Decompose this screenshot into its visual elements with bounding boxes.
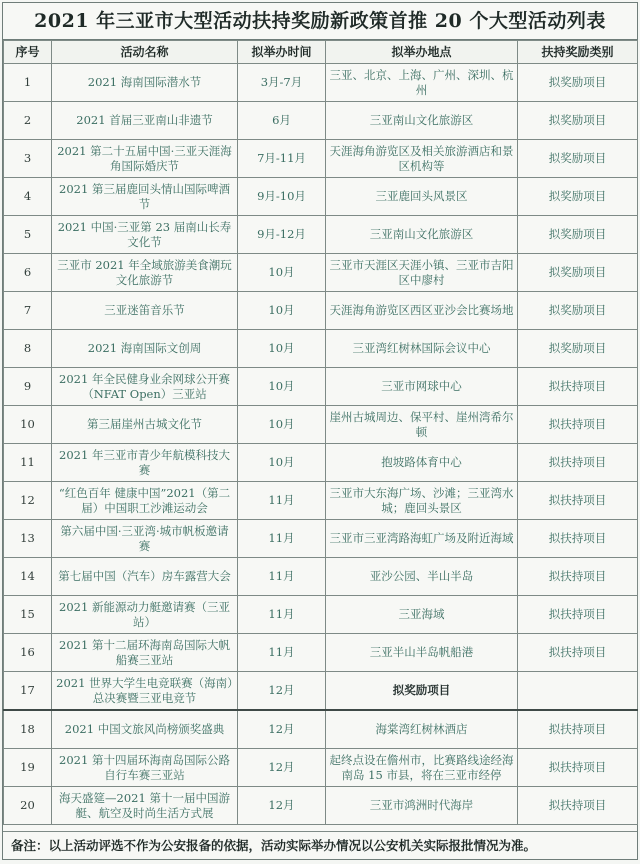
row-index: 9: [4, 368, 52, 406]
row-time: 11月: [238, 482, 326, 520]
row-support-type: 拟奖励项目: [518, 64, 638, 102]
row-place: 三亚半山半岛帆船港: [326, 634, 518, 672]
row-place: 三亚南山文化旅游区: [326, 102, 518, 140]
row-time: 10月: [238, 254, 326, 292]
row-support-type: 拟奖励项目: [518, 216, 638, 254]
row-activity-name: 2021 年三亚市青少年航模科技大赛: [52, 444, 238, 482]
row-support-type: 拟奖励项目: [518, 292, 638, 330]
row-support-type: 拟扶持项目: [518, 368, 638, 406]
row-place: 三亚市天涯区天涯小镇、三亚市吉阳区中廖村: [326, 254, 518, 292]
row-activity-name: 2021 新能源动力艇邀请赛（三亚站）: [52, 596, 238, 634]
document-page: [2, 2, 638, 860]
row-time: 12月: [238, 672, 326, 711]
document-title: 2021 年三亚市大型活动扶持奖励新政策首推 20 个大型活动列表: [3, 3, 637, 40]
footnote: 备注：以上活动评选不作为公安报备的依据，活动实际举办情况以公安机关实际报批情况为准。: [3, 831, 637, 859]
row-activity-name: “红色百年 健康中国”2021（第二届）中国职工沙滩运动会: [52, 482, 238, 520]
row-index: 14: [4, 558, 52, 596]
table-row: [4, 102, 638, 140]
row-activity-name: 2021 年全民健身业余网球公开赛（NFAT Open）三亚站: [52, 368, 238, 406]
row-place: 海棠湾红树林酒店: [326, 710, 518, 749]
row-activity-name: 2021 海南国际潜水节: [52, 64, 238, 102]
row-support-type: 拟奖励项目: [518, 140, 638, 178]
header-index: 序号: [4, 41, 52, 64]
activity-table: [3, 40, 638, 825]
row-support-type: 拟奖励项目: [518, 330, 638, 368]
row-index: 20: [4, 787, 52, 825]
row-activity-name: 三亚市 2021 年全域旅游美食潮玩文化旅游节: [52, 254, 238, 292]
row-support-type: 拟扶持项目: [518, 596, 638, 634]
row-activity-name: 2021 中国文旅风尚榜颁奖盛典: [52, 710, 238, 749]
row-activity-name: 2021 世界大学生电竞联赛（海南）总决赛暨三亚电竞节: [52, 672, 238, 711]
row-support-type: 拟扶持项目: [518, 710, 638, 749]
row-place: 三亚鹿回头风景区: [326, 178, 518, 216]
row-place: 抱坡路体育中心: [326, 444, 518, 482]
row-place: 三亚市网球中心: [326, 368, 518, 406]
row-activity-name: 2021 第二十五届中国·三亚天涯海角国际婚庆节: [52, 140, 238, 178]
row-place: 亚沙公园、半山半岛: [326, 558, 518, 596]
row-activity-name: 2021 第十二届环海南岛国际大帆船赛三亚站: [52, 634, 238, 672]
row-support-type: 拟扶持项目: [518, 749, 638, 787]
table-row: [4, 178, 638, 216]
table-row: [4, 140, 638, 178]
row-support-type: 拟扶持项目: [518, 520, 638, 558]
row-time: 7月-11月: [238, 140, 326, 178]
row-place: 起终点设在儋州市，比赛路线途经海南岛 15 市县，将在三亚市经停: [326, 749, 518, 787]
row-place: 三亚湾红树林国际会议中心: [326, 330, 518, 368]
row-index: 18: [4, 710, 52, 749]
row-activity-name: 2021 海南国际文创周: [52, 330, 238, 368]
row-support-type: 拟扶持项目: [518, 634, 638, 672]
row-support-type: 拟扶持项目: [518, 558, 638, 596]
row-index: 6: [4, 254, 52, 292]
row-place: 天涯海角游览区西区亚沙会比赛场地: [326, 292, 518, 330]
row-activity-name: 2021 第十四届环海南岛国际公路自行车赛三亚站: [52, 749, 238, 787]
row-support-type: 拟奖励项目: [518, 102, 638, 140]
row-time: 10月: [238, 368, 326, 406]
row-place: 拟奖励项目: [326, 672, 518, 711]
row-time: 11月: [238, 558, 326, 596]
header-time: 拟举办时间: [238, 41, 326, 64]
table-row: [4, 368, 638, 406]
row-index: 5: [4, 216, 52, 254]
row-index: 17: [4, 672, 52, 711]
row-time: 6月: [238, 102, 326, 140]
row-place: 三亚海域: [326, 596, 518, 634]
row-activity-name: 2021 第三届鹿回头情山国际啤酒节: [52, 178, 238, 216]
row-place: 天涯海角游览区及相关旅游酒店和景区机构等: [326, 140, 518, 178]
row-activity-name: 2021 首届三亚南山非遗节: [52, 102, 238, 140]
table-row: [4, 672, 638, 711]
row-index: 12: [4, 482, 52, 520]
table-row: [4, 330, 638, 368]
row-index: 7: [4, 292, 52, 330]
row-time: 12月: [238, 749, 326, 787]
row-activity-name: 第七届中国（汽车）房车露营大会: [52, 558, 238, 596]
row-place: 三亚、北京、上海、广州、深圳、杭州: [326, 64, 518, 102]
row-index: 13: [4, 520, 52, 558]
table-row: [4, 406, 638, 444]
row-place: 三亚市鸿洲时代海岸: [326, 787, 518, 825]
row-activity-name: 第三届崖州古城文化节: [52, 406, 238, 444]
row-index: 15: [4, 596, 52, 634]
row-place: 三亚市大东海广场、沙滩；三亚湾水城；鹿回头景区: [326, 482, 518, 520]
table-row: [4, 634, 638, 672]
row-time: 10月: [238, 406, 326, 444]
row-place: 崖州古城周边、保平村、崖州湾希尔顿: [326, 406, 518, 444]
table-row: [4, 787, 638, 825]
row-time: 9月-12月: [238, 216, 326, 254]
row-activity-name: 海天盛筵—2021 第十一届中国游艇、航空及时尚生活方式展: [52, 787, 238, 825]
table-row: [4, 558, 638, 596]
row-index: 11: [4, 444, 52, 482]
row-index: 2: [4, 102, 52, 140]
row-support-type: 拟奖励项目: [518, 254, 638, 292]
row-time: 9月-10月: [238, 178, 326, 216]
row-place: 三亚南山文化旅游区: [326, 216, 518, 254]
row-index: 10: [4, 406, 52, 444]
row-support-type: 拟扶持项目: [518, 482, 638, 520]
row-time: 11月: [238, 634, 326, 672]
row-time: 11月: [238, 520, 326, 558]
row-time: 10月: [238, 330, 326, 368]
header-support-type: 扶持奖励类别: [518, 41, 638, 64]
row-activity-name: 三亚迷笛音乐节: [52, 292, 238, 330]
row-time: 3月-7月: [238, 64, 326, 102]
row-activity-name: 2021 中国·三亚第 23 届南山长寿文化节: [52, 216, 238, 254]
row-index: 16: [4, 634, 52, 672]
table-row: [4, 64, 638, 102]
row-support-type: 拟奖励项目: [518, 178, 638, 216]
row-index: 8: [4, 330, 52, 368]
row-time: 11月: [238, 596, 326, 634]
row-time: 10月: [238, 292, 326, 330]
table-row: [4, 216, 638, 254]
row-activity-name: 第六届中国·三亚湾·城市帆板邀请赛: [52, 520, 238, 558]
table-row: [4, 444, 638, 482]
row-time: 12月: [238, 710, 326, 749]
table-row: [4, 749, 638, 787]
row-place: 三亚市三亚湾路海虹广场及附近海域: [326, 520, 518, 558]
row-index: 19: [4, 749, 52, 787]
table-row: [4, 710, 638, 749]
table-row: [4, 520, 638, 558]
row-support-type: 拟扶持项目: [518, 444, 638, 482]
row-support-type: 拟扶持项目: [518, 787, 638, 825]
row-index: 3: [4, 140, 52, 178]
row-index: 4: [4, 178, 52, 216]
table-header-row: [4, 41, 638, 64]
header-activity-name: 活动名称: [52, 41, 238, 64]
row-index: 1: [4, 64, 52, 102]
row-time: 12月: [238, 787, 326, 825]
table-row: [4, 292, 638, 330]
row-time: 10月: [238, 444, 326, 482]
row-support-type: [518, 672, 638, 711]
row-support-type: 拟扶持项目: [518, 406, 638, 444]
table-row: [4, 254, 638, 292]
table-row: [4, 596, 638, 634]
table-row: [4, 482, 638, 520]
header-place: 拟举办地点: [326, 41, 518, 64]
